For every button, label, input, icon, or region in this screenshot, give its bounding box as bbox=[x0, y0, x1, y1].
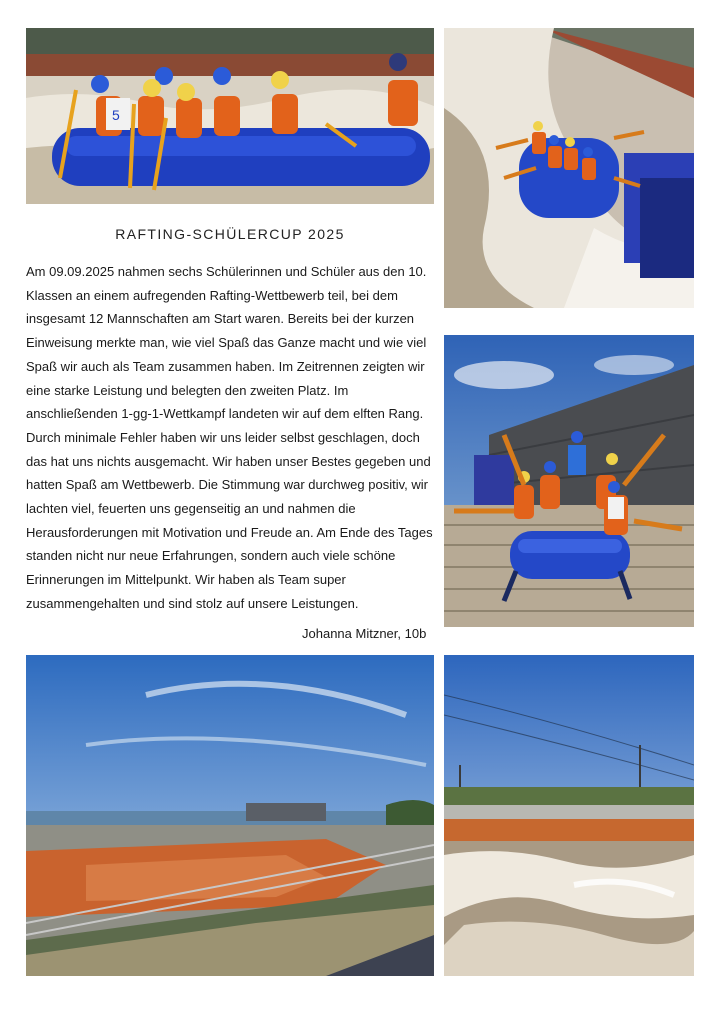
photo-whitewater-channel bbox=[444, 28, 694, 308]
photo-team-rafting bbox=[26, 28, 434, 204]
article-body: Am 09.09.2025 nahmen sechs Schülerinnen und Schüler aus den 10. Klassen an einem aufregenden Rafting-Wettbewerb teil, bei dem insgesamt 12 Mannschaften am Start waren. Bereits bei der kurzen Einweisung merkte man, wie viel Spaß das Ganze macht und wie viel Spaß wir auch als Team zusammen haben. Im Zeitrennen zeigten wir eine starke Leistung und belegten den zweiten Platz. Im anschließenden 1-gg-1-Wettkampf landeten wir auf dem elften Rang. Durch minimale Fehler haben wir uns leider selbst geschlagen, doch das hat uns nichts ausgemacht. Wir haben unser Bestes gegeben und hatten Spaß am Wettbewerb. Die Stimmung war durchweg positiv, wir lachten viel, feuerten uns gegenseitig an und nahmen die Herausforderungen mit Motivation und Freude an. Am Ende des Tages standen nicht nur neue Erfahrungen, sondern auch viele schöne Erinnerungen im Mittelpunkt. Wir haben als Team super zusammengehalten und sind stolz auf unsere Leistungen. bbox=[26, 264, 433, 611]
article-author: Johanna Mitzner, 10b bbox=[302, 626, 427, 641]
photo-canoe-park-overview bbox=[26, 655, 434, 976]
article-title: RAFTING-SCHÜLERCUP 2025 bbox=[115, 226, 345, 242]
photo-team-on-steps bbox=[444, 335, 694, 627]
bib-number: 5 bbox=[112, 107, 120, 123]
photo-whitewater-rapids bbox=[444, 655, 694, 976]
